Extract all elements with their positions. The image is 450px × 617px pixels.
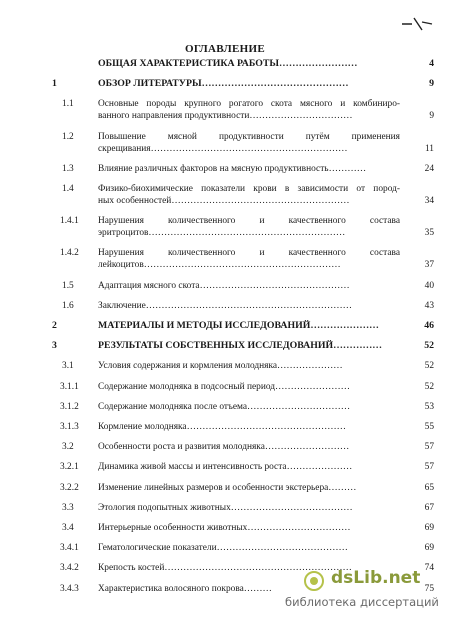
toc-entry-title — [98, 300, 400, 312]
toc-entry-number: 1.5 — [62, 280, 74, 291]
toc-entry-number: 1.2 — [62, 131, 74, 142]
toc-entry-title — [98, 421, 400, 433]
toc-entry-page: 55 — [424, 422, 434, 432]
toc-entry-number: 3.4.3 — [60, 583, 79, 594]
toc-entry-number: 1.1 — [62, 99, 74, 110]
toc-entry-page: 9 — [429, 111, 434, 122]
toc-entry-title-line: Характеристика волосяного покрова……… — [98, 583, 272, 594]
toc-entry-page: 67 — [424, 502, 434, 513]
toc-entry-title — [98, 78, 400, 90]
toc-entry-title-line: ных особенностей………………………………………………… — [98, 196, 350, 206]
toc-entry-title — [98, 280, 400, 292]
watermark-logo-text: dsLib.net — [331, 568, 421, 588]
toc-entry-number: 1.4.2 — [60, 248, 79, 259]
toc-entry-page: 11 — [424, 143, 434, 154]
toc-entry-title — [98, 381, 400, 393]
toc-entry-page: 34 — [424, 196, 434, 206]
toc-entry-number: 3.2.2 — [60, 482, 79, 493]
toc-entry-title-line: Повышение мясной продуктивности путём применения — [98, 131, 400, 142]
toc-entry-page: 9 — [429, 78, 434, 90]
toc-entry-title-line: лейкоцитов……………………………………………………… — [98, 260, 341, 271]
watermark-subtitle: библиотека диссертаций — [285, 595, 439, 609]
toc-entry-number: 3.1.1 — [60, 381, 79, 392]
toc-entry-title — [98, 360, 400, 372]
toc-entry-title — [98, 247, 400, 271]
toc-entry-title — [98, 320, 400, 332]
toc-entry-title — [98, 58, 400, 70]
toc-heading: ОГЛАВЛЕНИЕ — [185, 43, 265, 55]
toc-entry-title-line: ОБЗОР ЛИТЕРАТУРЫ……………………………………… — [98, 78, 349, 90]
toc-entry-title-line: Содержание молодняка после отъема…………………………… — [98, 401, 351, 412]
toc-entry-title-line: Изменение линейных размеров и особенности экстерьера……… — [98, 482, 357, 493]
toc-entry-title — [98, 482, 400, 494]
toc-entry-title-line: МАТЕРИАЛЫ И МЕТОДЫ ИССЛЕДОВАНИЙ………………… — [98, 320, 379, 331]
toc-entry-title-line: Содержание молодняка в подсосный период…………………… — [98, 381, 351, 392]
toc-entry-number: 3.2.1 — [60, 462, 79, 473]
toc-entry-title — [98, 522, 400, 534]
toc-entry-page: 52 — [424, 381, 434, 392]
toc-entry-number: 1.3 — [62, 163, 74, 174]
toc-entry-title — [98, 340, 400, 352]
toc-entry-page: 65 — [424, 482, 434, 493]
toc-entry-number: 3.4 — [62, 523, 74, 533]
toc-entry-title-line: РЕЗУЛЬТАТЫ СОБСТВЕННЫХ ИССЛЕДОВАНИЙ…………… — [98, 340, 383, 352]
toc-entry-title — [98, 163, 400, 175]
toc-entry-title-line: ОБЩАЯ ХАРАКТЕРИСТИКА РАБОТЫ…………………… — [98, 58, 358, 69]
toc-entry-title-line: Влияние различных факторов на мясную продуктивность………… — [98, 163, 367, 174]
toc-entry-number: 3 — [52, 340, 57, 352]
toc-entry-title-line: Особенности роста и развития молодняка……………………… — [98, 442, 350, 453]
toc-entry-title-line: Этология подопытных животных………………………………… — [98, 502, 353, 513]
toc-entry-number: 3.3 — [62, 502, 74, 513]
toc-entry-title-line: Гематологические показатели…………………………………… — [98, 543, 348, 554]
toc-entry-number: 3.1.3 — [60, 422, 79, 432]
toc-entry-title-line: Основные породы крупного рогатого скота мясного и комбиниро- — [98, 99, 400, 110]
toc-entry-title-line: Физико-биохимические показатели крови в зависимости от пород- — [98, 184, 400, 194]
toc-entry-title — [98, 502, 400, 514]
toc-entry-page: 69 — [424, 523, 434, 533]
handwritten-mark-icon — [400, 14, 434, 32]
toc-entry-title — [98, 401, 400, 413]
toc-entry-page: 57 — [424, 462, 434, 473]
toc-entry-page: 37 — [424, 260, 434, 271]
toc-entry-page: 57 — [424, 442, 434, 453]
toc-entry-page: 52 — [424, 361, 434, 372]
toc-entry-title-line: скрещивания……………………………………………………… — [98, 143, 348, 154]
watermark — [285, 568, 450, 617]
toc-entry-title-line: Условия содержания и кормления молодняка………………… — [98, 361, 343, 372]
toc-entry-number: 1.4.1 — [60, 216, 79, 227]
toc-entry-page: 53 — [424, 401, 434, 412]
toc-entry-title-line: Нарушения количественного и качественного состава — [98, 248, 400, 259]
watermark-logo-icon — [303, 570, 325, 592]
toc-entry-number: 3.1.2 — [60, 401, 79, 412]
toc-entry-page: 40 — [424, 280, 434, 291]
toc-entry-title-line: Крепость костей…………………………………………………… — [98, 563, 352, 574]
toc-entry-page: 75 — [424, 583, 434, 594]
toc-entry-page: 74 — [424, 563, 434, 574]
toc-entry-number: 1.6 — [62, 300, 74, 311]
toc-entry-title — [98, 461, 400, 473]
toc-entry-title — [98, 131, 400, 155]
toc-entry-page: 35 — [424, 228, 434, 239]
toc-entry-title-line: Кормление молодняка…………………………………………… — [98, 422, 346, 432]
toc-entry-title — [98, 98, 400, 122]
toc-entry-page: 24 — [424, 163, 434, 174]
toc-entry-title-line: Динамика живой массы и интенсивность роста………………… — [98, 462, 353, 473]
toc-entry-title — [98, 183, 400, 207]
toc-entry-title — [98, 441, 400, 453]
toc-entry-title — [98, 542, 400, 554]
toc-entry-title-line: ванного направления продуктивности…………………………… — [98, 111, 353, 122]
toc-entry-number: 3.4.1 — [60, 543, 79, 554]
toc-entry-number: 1 — [52, 78, 57, 90]
toc-entry-number: 1.4 — [62, 184, 74, 194]
toc-entry-page: 46 — [424, 320, 434, 331]
toc-entry-number: 2 — [52, 320, 57, 331]
toc-entry-number: 3.4.2 — [60, 563, 79, 574]
toc-entry-page: 43 — [424, 300, 434, 311]
toc-entry-number: 3.2 — [62, 442, 74, 453]
toc-entry-title-line: Интерьерные особенности животных…………………………… — [98, 523, 351, 533]
toc-entry-title-line: Заключение………………………………………………………… — [98, 300, 353, 311]
toc-entry-page: 52 — [424, 340, 434, 352]
toc-entry-page: 4 — [429, 58, 434, 69]
toc-entry-title-line: Адаптация мясного скота………………………………………… — [98, 280, 350, 291]
toc-entry-title-line: эритроцитов……………………………………………………… — [98, 228, 346, 239]
toc-entry-title — [98, 215, 400, 239]
toc-entry-page: 69 — [424, 543, 434, 554]
toc-entry-number: 3.1 — [62, 361, 74, 372]
toc-entry-title-line: Нарушения количественного и качественного состава — [98, 216, 400, 227]
